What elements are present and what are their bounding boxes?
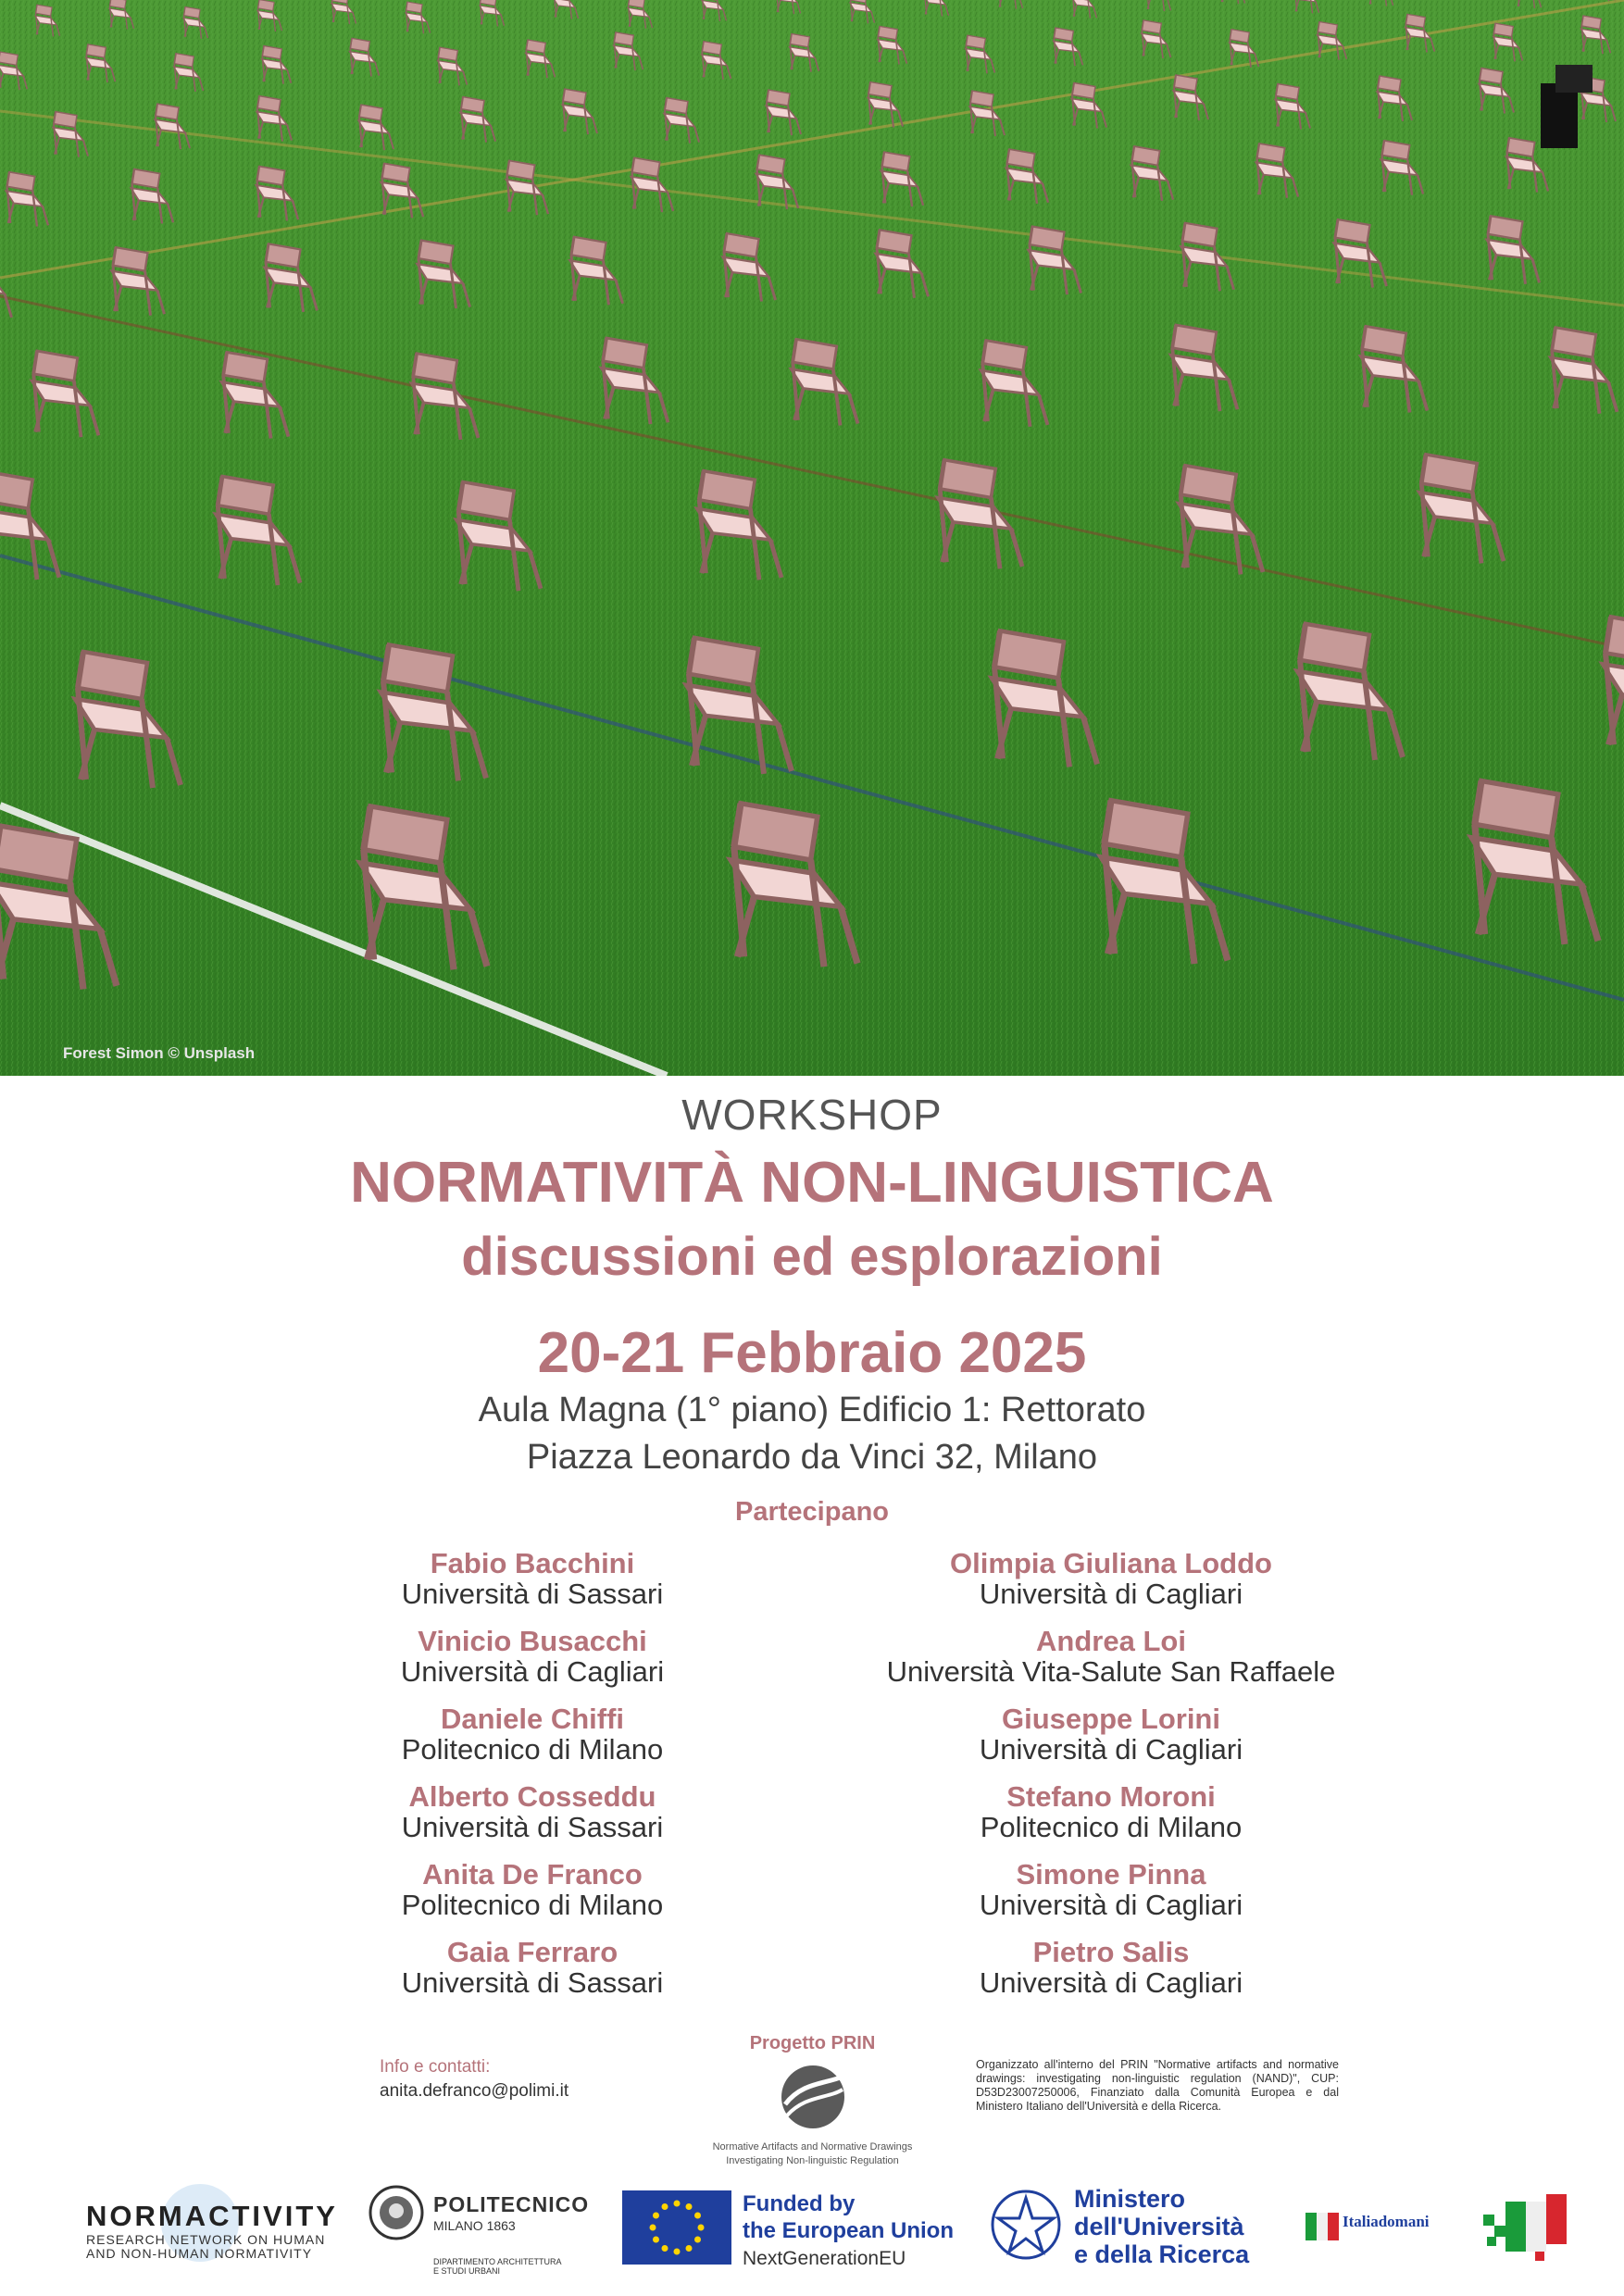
photo-credit: Forest Simon © Unsplash xyxy=(63,1044,256,1062)
eu-star xyxy=(662,2245,668,2252)
event-venue: Aula Magna (1° piano) Edificio 1: Rettorato xyxy=(478,1391,1146,1429)
participant xyxy=(824,1937,1398,2015)
prin-line-2: Investigating Non-linguistic Regulation xyxy=(726,2155,899,2166)
participant-name: Gaia Ferraro xyxy=(446,1936,618,1968)
eu-star xyxy=(662,2203,668,2210)
prin-line-1: Normative Artifacts and Normative Drawings xyxy=(712,2141,913,2152)
polimi-seal-icon xyxy=(369,2185,424,2240)
hero-photo xyxy=(0,0,1624,1076)
normactivity-name: NORMACTIVITY xyxy=(86,2200,338,2232)
participant xyxy=(824,1781,1398,1859)
participant-name: Olimpia Giuliana Loddo xyxy=(950,1547,1272,1579)
participant-name: Fabio Bacchini xyxy=(430,1547,635,1579)
eu-flag-icon xyxy=(622,2190,731,2265)
participant xyxy=(245,1626,819,1703)
prin-project xyxy=(685,2033,940,2168)
mur-line-1: Ministero xyxy=(1074,2185,1186,2213)
participant-affiliation: Politecnico di Milano xyxy=(401,1889,664,1921)
eu-star xyxy=(650,2225,656,2231)
participant xyxy=(245,1548,819,1626)
participant-affiliation: Università di Cagliari xyxy=(979,1889,1243,1921)
participant xyxy=(245,1859,819,1937)
eu-star xyxy=(694,2237,701,2243)
prin-title: Progetto PRIN xyxy=(749,2033,876,2053)
participants-left-column xyxy=(245,1548,819,2015)
participant-name: Giuseppe Lorini xyxy=(1002,1703,1220,1735)
participant-name: Simone Pinna xyxy=(1016,1858,1206,1890)
participant xyxy=(824,1548,1398,1626)
event-address: Piazza Leonardo da Vinci 32, Milano xyxy=(526,1438,1098,1477)
participant-affiliation: Università di Cagliari xyxy=(400,1655,665,1688)
eu-star xyxy=(698,2225,705,2231)
eu-star xyxy=(686,2203,693,2210)
participant-affiliation: Università di Sassari xyxy=(401,1811,664,1843)
mur-line-2: dell'Università xyxy=(1074,2213,1244,2240)
participant xyxy=(245,1781,819,1859)
eu-star xyxy=(674,2249,681,2255)
eu-line-1: Funded by xyxy=(743,2191,856,2216)
participants-heading: Partecipano xyxy=(735,1497,889,1527)
participant-affiliation: Università Vita-Salute San Raffaele xyxy=(886,1655,1336,1688)
chairs-on-field-image xyxy=(0,0,1624,1076)
participant-name: Daniele Chiffi xyxy=(440,1703,625,1735)
participant xyxy=(824,1626,1398,1703)
participant-affiliation: Politecnico di Milano xyxy=(980,1811,1243,1843)
eu-star xyxy=(686,2245,693,2252)
event-date: 20-21 Febbraio 2025 xyxy=(537,1321,1087,1385)
workshop-kicker: WORKSHOP xyxy=(681,1091,943,1139)
eu-star xyxy=(653,2237,659,2243)
mur-line-3: e della Ricerca xyxy=(1074,2240,1250,2268)
participant-affiliation: Università di Cagliari xyxy=(979,1733,1243,1766)
participant xyxy=(245,1937,819,2015)
participant xyxy=(824,1703,1398,1781)
polimi-dept-1: DIPARTIMENTO ARCHITETTURA xyxy=(433,2257,562,2266)
organized-note: Organizzato all'interno del PRIN "Normative artifacts and normative drawings: investigating non-linguistic regulation (NAND)", CUP: D53D23007250006, Finanziato dalla Comunità Europea e dal Ministero Italiano dell'Università e della Ricerca. xyxy=(976,2058,1339,2113)
participant-affiliation: Università di Sassari xyxy=(401,1578,664,1610)
normactivity-logo xyxy=(86,2200,338,2261)
participant-name: Vinicio Busacchi xyxy=(418,1625,647,1657)
eu-star xyxy=(694,2213,701,2219)
eu-line-2: the European Union xyxy=(743,2218,954,2243)
eu-star xyxy=(653,2213,659,2219)
participant-affiliation: Università di Sassari xyxy=(401,1966,664,1999)
event-subtitle: discussioni ed esplorazioni xyxy=(461,1227,1163,1287)
italian-emblem-icon xyxy=(989,2185,1063,2265)
pixel-flag-logo xyxy=(1483,2194,1568,2267)
italiadomani-name: Italiadomani xyxy=(1343,2213,1430,2230)
eu-line-3: NextGenerationEU xyxy=(743,2248,906,2269)
sponsor-logos xyxy=(0,2176,1624,2287)
participant xyxy=(245,1703,819,1781)
polimi-name: POLITECNICO xyxy=(433,2192,590,2216)
italiadomani-flag-icon xyxy=(1304,2207,1343,2244)
participant-affiliation: Politecnico di Milano xyxy=(401,1733,664,1766)
participant-affiliation: Università di Cagliari xyxy=(979,1578,1243,1610)
normactivity-line-1: RESEARCH NETWORK ON HUMAN xyxy=(86,2232,326,2247)
participant-name: Anita De Franco xyxy=(422,1858,643,1890)
participant-affiliation: Università di Cagliari xyxy=(979,1966,1243,1999)
normactivity-line-2: AND NON-HUMAN NORMATIVITY xyxy=(86,2246,313,2261)
participant-name: Alberto Cosseddu xyxy=(408,1780,656,1813)
polimi-sub: MILANO 1863 xyxy=(433,2218,516,2233)
polimi-dept-2: E STUDI URBANI xyxy=(433,2266,501,2276)
participant-name: Pietro Salis xyxy=(1032,1936,1190,1968)
contact-info xyxy=(380,2057,568,2102)
participant-name: Stefano Moroni xyxy=(1006,1780,1216,1813)
nand-logo-icon xyxy=(780,2064,846,2130)
pixel-italian-flag-icon xyxy=(1483,2194,1568,2263)
event-title: NORMATIVITÀ NON-LINGUISTICA xyxy=(350,1151,1274,1215)
participant-name: Andrea Loi xyxy=(1036,1625,1186,1657)
participants-right-column xyxy=(824,1548,1398,2015)
participant xyxy=(824,1859,1398,1937)
eu-star xyxy=(674,2201,681,2207)
contact-label: Info e contatti: xyxy=(380,2057,491,2077)
contact-email-link[interactable]: anita.defranco@polimi.it xyxy=(380,2081,569,2101)
